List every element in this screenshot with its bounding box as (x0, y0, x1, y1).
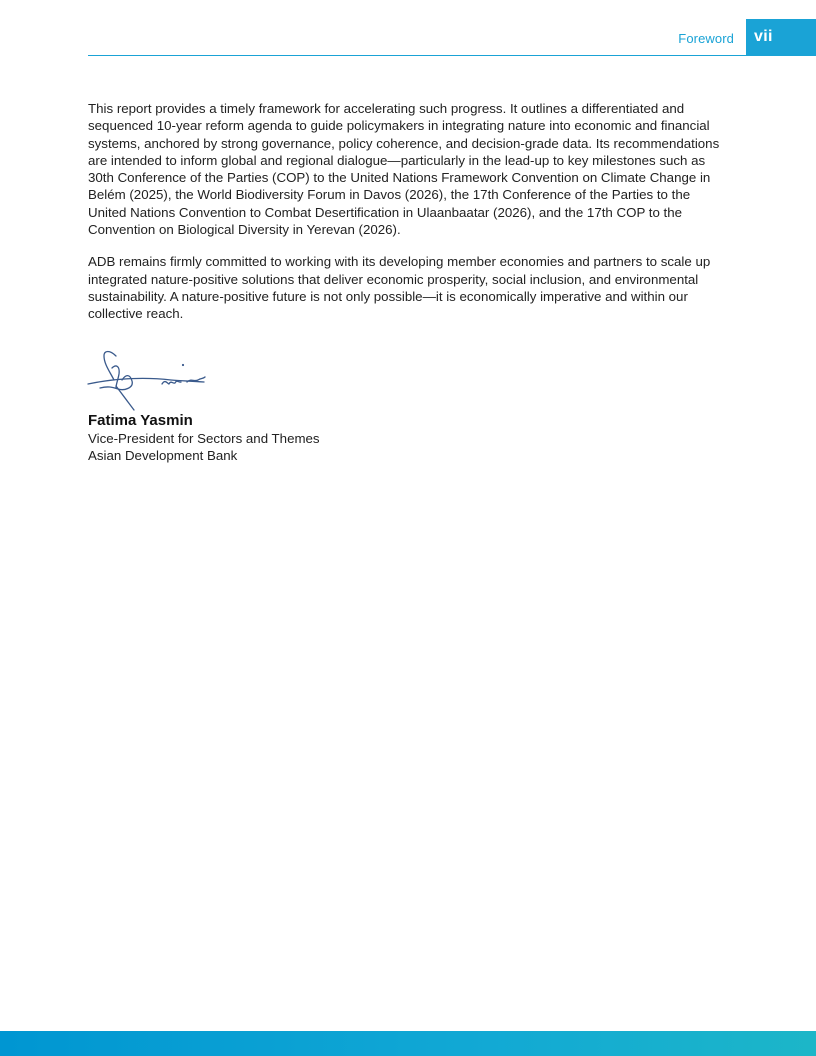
page-number: vii (754, 28, 773, 45)
signer-title: Vice-President for Sectors and Themes (88, 431, 320, 446)
signer-organization: Asian Development Bank (88, 448, 238, 464)
paragraph-2: ADB remains firmly committed to working with its developing member economies and partners to scale up integrated nature-positive solutions that deliver economic prosperity, social inclusion, and environmental sustainability. A nature-positive future is not only possible—it is economically imperative and within our collective reach. (88, 254, 711, 322)
foreword-body (88, 100, 728, 338)
signature-image (86, 344, 211, 412)
signer-name: Fatima Yasmin (88, 412, 193, 429)
paragraph-1: This report provides a timely framework for accelerating such progress. It outlines a differentiated and sequenced 10-year reform agenda to guide policymakers in integrating nature into economic and financial systems, anchored by strong governance, policy coherence, and decision-grade data. Its recommendations are intended to inform global and regional dialogue—particularly in the lead-up to key milestones such as 30th Conference of the Parties (COP) to the United Nations Framework Convention on Climate Change in Belém (2025), the World Biodiversity Forum in Davos (2026), the 17th Conference of the Parties to the United Nations Convention to Combat Desertification in Ulaanbaatar (2026), and the 17th COP to the Convention on Biological Diversity in Yerevan (2026). (88, 101, 720, 238)
signature-block (88, 411, 320, 465)
page-number-tab (746, 19, 816, 56)
section-label: Foreword (678, 31, 734, 46)
footer-bar (0, 1031, 816, 1056)
header-rule (88, 55, 816, 56)
